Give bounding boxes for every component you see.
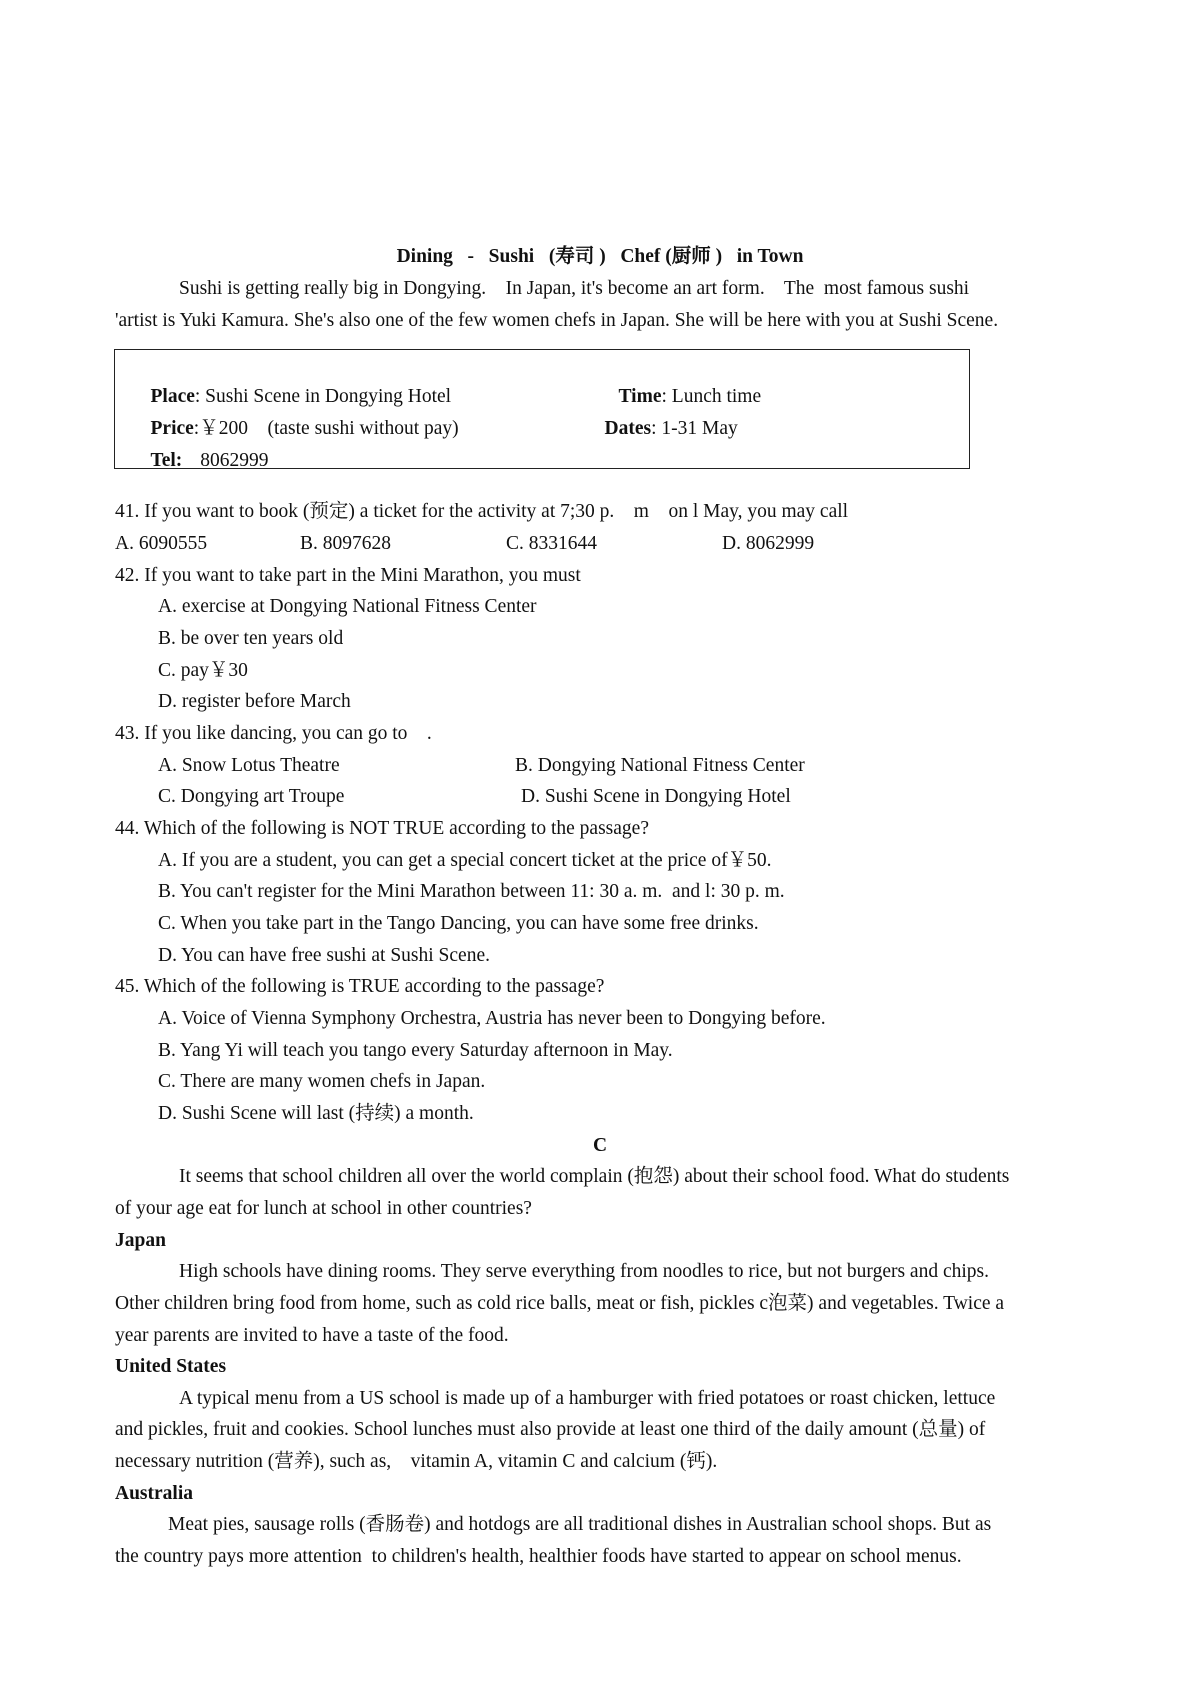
dates-label: Dates <box>604 417 652 439</box>
time-value: : Lunch time <box>661 385 762 407</box>
q43-option-b: B. Dongying National Fitness Center <box>515 755 805 776</box>
tel-value: 8062999 <box>200 449 269 471</box>
q41-option-a: A. 6090555 <box>115 533 208 554</box>
q42-option-d: D. register before March <box>158 691 351 712</box>
place-label: Place <box>150 385 195 407</box>
article-title: Dining - Sushi (寿司 ) Chef (厨师 ) in Town <box>396 246 804 267</box>
q43-option-c: C. Dongying art Troupe <box>158 786 345 807</box>
tel-row <box>131 431 269 490</box>
dates-value: : 1-31 May <box>651 417 738 439</box>
q41-option-c: C. 8331644 <box>506 533 598 554</box>
q44-option-a: A. If you are a student, you can get a special concert ticket at the price of￥50. <box>158 850 772 871</box>
q44-option-c: C. When you take part in the Tango Dancing, you can have some free drinks. <box>158 913 759 934</box>
question-42: 42. If you want to take part in the Mini Marathon, you must <box>115 565 581 586</box>
us-line-3: necessary nutrition (营养), such as, vitamin A, vitamin C and calcium (钙). <box>115 1451 718 1472</box>
australia-line-2: the country pays more attention to children's health, healthier foods have started to appear on school menus. <box>115 1546 962 1567</box>
japan-line-1: High schools have dining rooms. They serve everything from noodles to rice, but not burgers and chips. <box>179 1261 990 1282</box>
q42-option-c: C. pay￥30 <box>158 660 248 681</box>
price-value: :￥200 (taste sushi without pay) <box>193 417 459 439</box>
q45-option-c: C. There are many women chefs in Japan. <box>158 1071 486 1092</box>
time-label: Time <box>618 385 662 407</box>
tel-label: Tel: <box>150 449 183 471</box>
japan-line-3: year parents are invited to have a taste of the food. <box>115 1325 509 1346</box>
q41-option-b: B. 8097628 <box>300 533 392 554</box>
q45-option-b: B. Yang Yi will teach you tango every Saturday afternoon in May. <box>158 1040 673 1061</box>
q42-option-a: A. exercise at Dongying National Fitness Center <box>158 596 537 617</box>
event-info-box <box>114 349 970 469</box>
q41-option-d: D. 8062999 <box>722 533 815 554</box>
q44-option-b: B. You can't register for the Mini Marathon between 11: 30 a. m. and l: 30 p. m. <box>158 881 785 902</box>
us-line-2: and pickles, fruit and cookies. School lunches must also provide at least one third of the daily amount (总量) of <box>115 1419 986 1440</box>
place-value: : Sushi Scene in Dongying Hotel <box>194 385 452 407</box>
intro-line-2: 'artist is Yuki Kamura. She's also one of the few women chefs in Japan. She will be here with you at Sushi Scene. <box>115 310 999 331</box>
intro-line-1: Sushi is getting really big in Dongying. In Japan, it's become an art form. The most famous sushi <box>179 278 970 299</box>
q45-option-a: A. Voice of Vienna Symphony Orchestra, Austria has never been to Dongying before. <box>158 1008 826 1029</box>
q45-option-d: D. Sushi Scene will last (持续) a month. <box>158 1103 474 1124</box>
q44-option-d: D. You can have free sushi at Sushi Scene. <box>158 945 490 966</box>
japan-line-2: Other children bring food from home, such as cold rice balls, meat or fish, pickles c泡菜) and vegetables. Twice a <box>115 1293 1005 1314</box>
japan-heading: Japan <box>115 1230 166 1251</box>
q42-option-b: B. be over ten years old <box>158 628 344 649</box>
question-45: 45. Which of the following is TRUE according to the passage? <box>115 976 605 997</box>
question-41: 41. If you want to book (预定) a ticket for the activity at 7;30 p. m on l May, you may call <box>115 501 849 522</box>
q43-option-d: D. Sushi Scene in Dongying Hotel <box>521 786 791 807</box>
section-c-intro-2: of your age eat for lunch at school in other countries? <box>115 1198 532 1219</box>
q43-option-a: A. Snow Lotus Theatre <box>158 755 340 776</box>
question-44: 44. Which of the following is NOT TRUE according to the passage? <box>115 818 649 839</box>
us-line-1: A typical menu from a US school is made up of a hamburger with fried potatoes or roast chicken, lettuce <box>179 1388 996 1409</box>
us-heading: United States <box>115 1356 227 1377</box>
section-c-intro-1: It seems that school children all over the world complain (抱怨) about their school food. What do students <box>179 1166 1010 1187</box>
section-c-label: C <box>592 1135 608 1156</box>
australia-heading: Australia <box>115 1483 193 1504</box>
australia-line-1: Meat pies, sausage rolls (香肠卷) and hotdogs are all traditional dishes in Australian school shops. But as <box>168 1514 992 1535</box>
dates-row <box>585 399 738 458</box>
price-label: Price <box>150 417 194 439</box>
question-43: 43. If you like dancing, you can go to . <box>115 723 432 744</box>
